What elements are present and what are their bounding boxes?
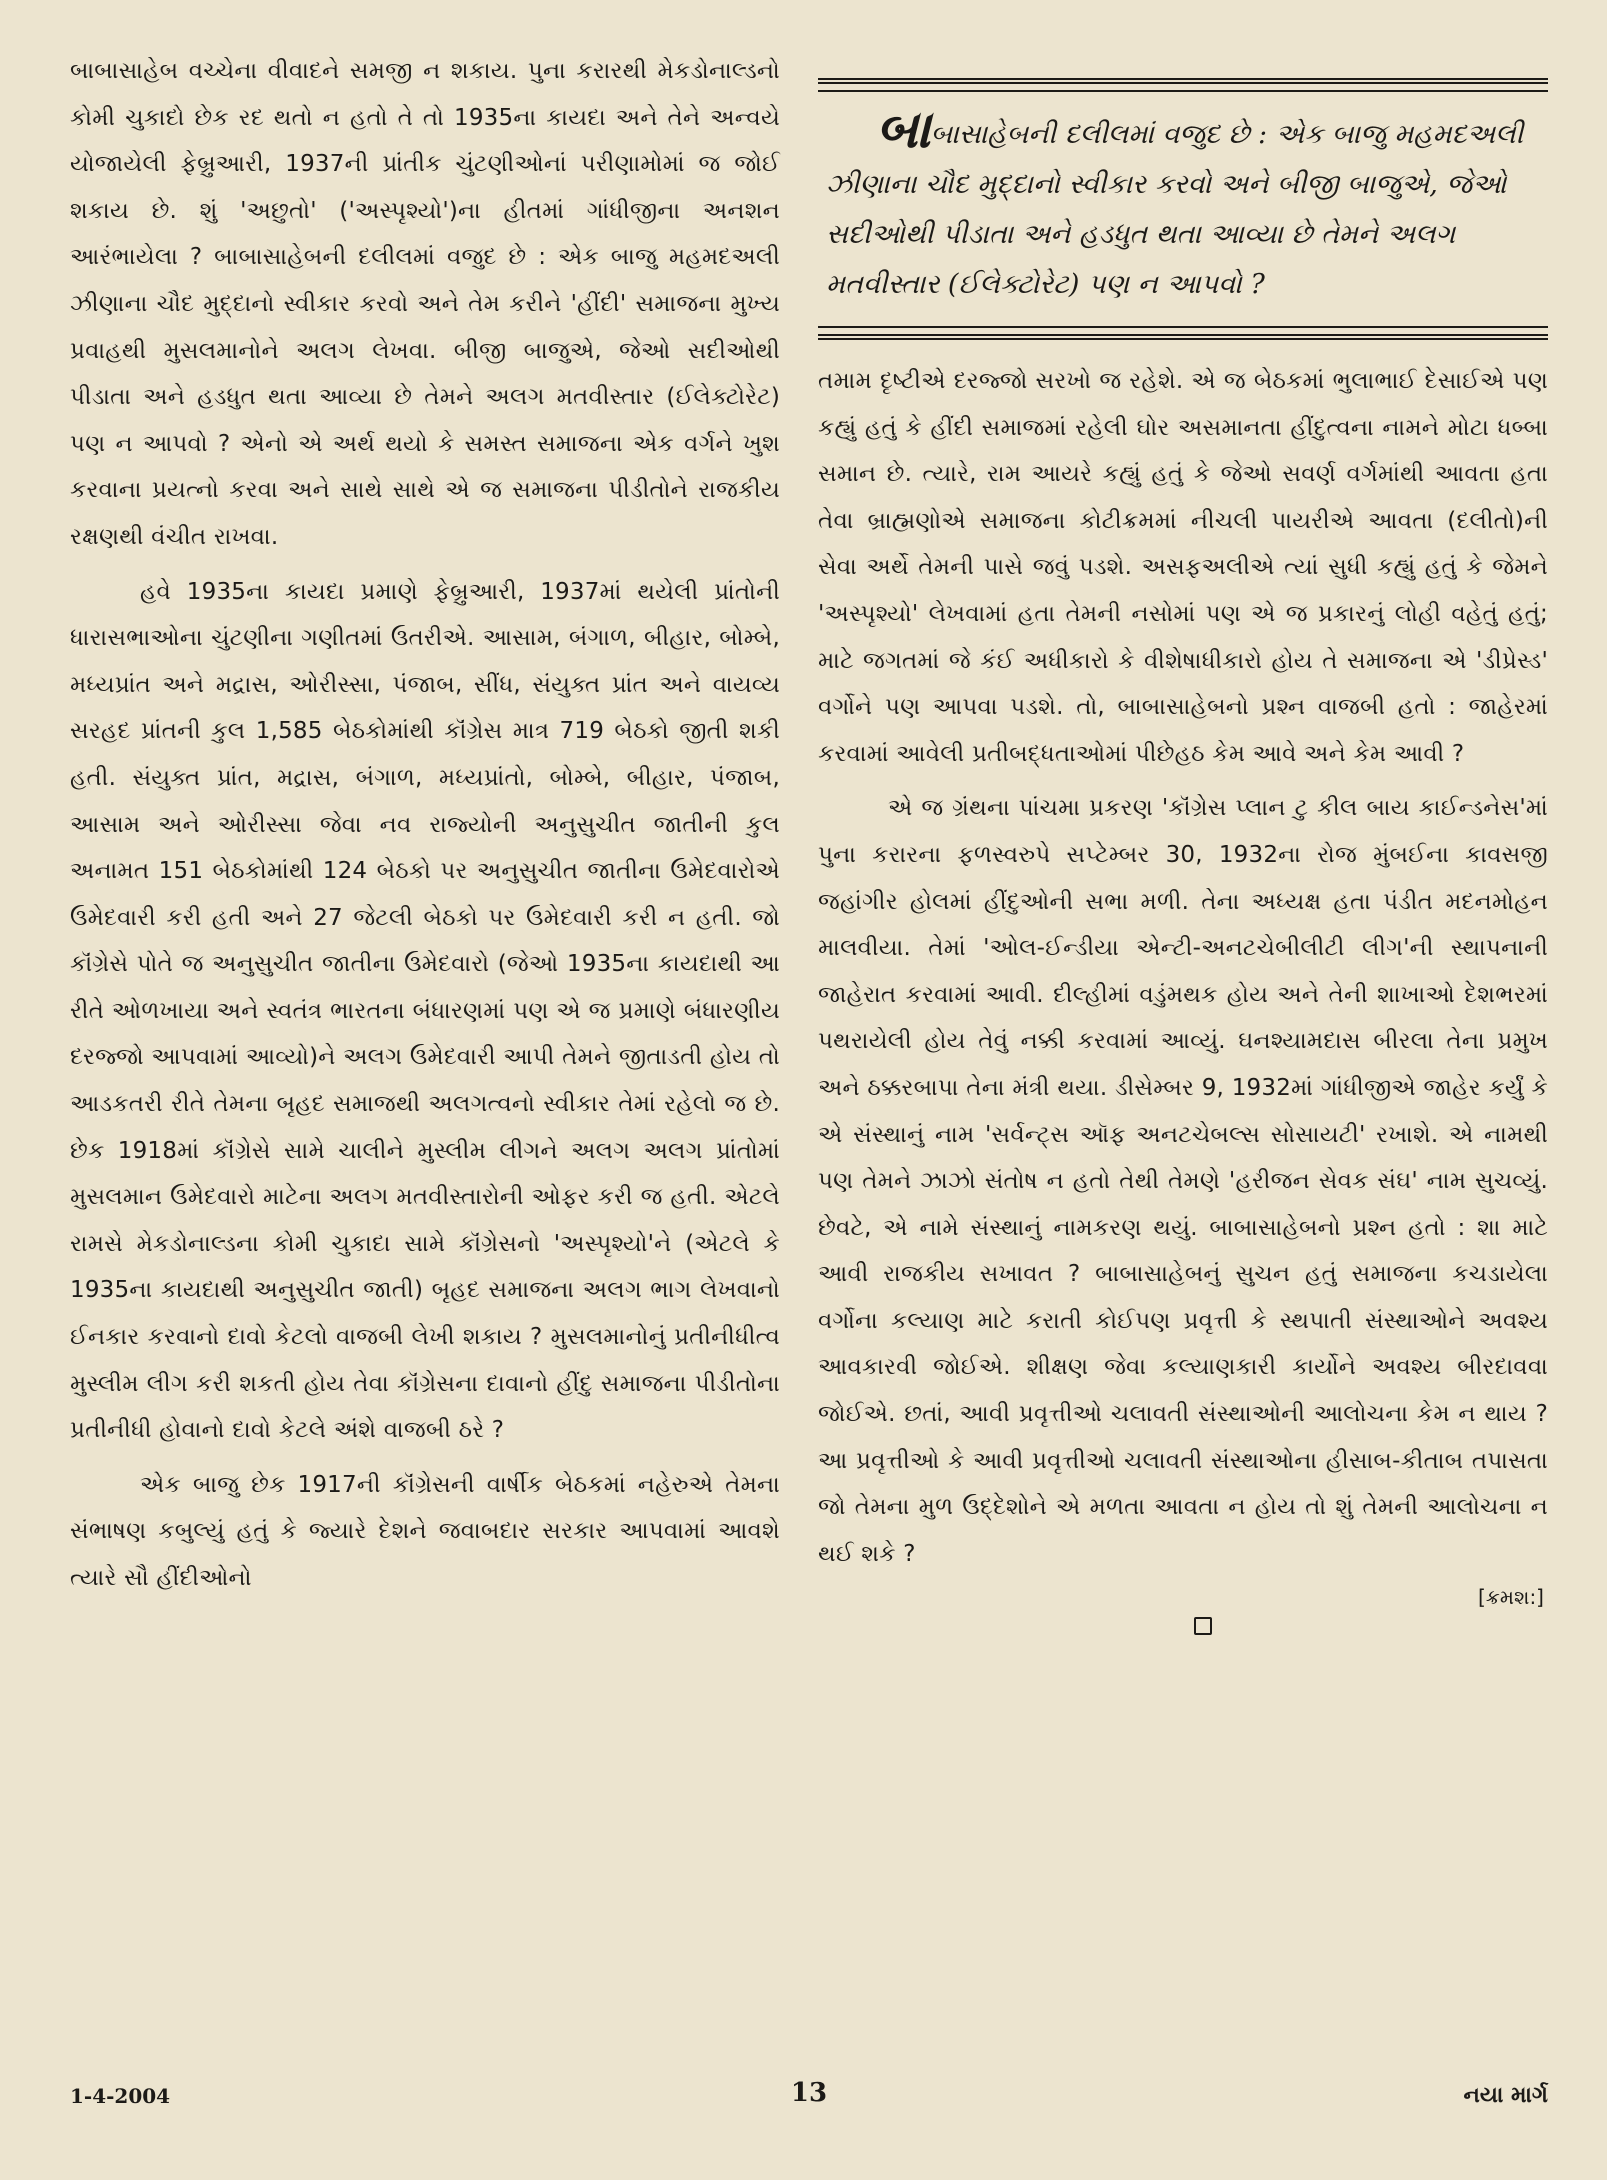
end-square-icon	[1194, 1617, 1212, 1635]
left-paragraph-2: હવે 1935ના કાયદા પ્રમાણે ફેબ્રુઆરી, 1937માં થયેલી પ્રાંતોની ધારાસભાઓના ચુંટણીના ગણીતમાં ઉતરીએ. આસામ, બંગાળ, બીહાર, બોમ્બે, મધ્યપ્રાંત અને મદ્રાસ, ઓરીસ્સા, પંજાબ, સીંધ, સંયુક્ત પ્રાંત અને વાયવ્ય સરહદ પ્રાંતની કુલ 1,585 બેઠકોમાંથી કૉંગ્રેસ માત્ર 719 બેઠકો જીતી શકી હતી. સંયુક્ત પ્રાંત, મદ્રાસ, બંગાળ, મધ્યપ્રાંતો, બોમ્બે, બીહાર, પંજાબ, આસામ અને ઓરીસ્સા જેવા નવ રાજ્યોની અનુસુચીત જાતીની કુલ અનામત 151 બેઠકોમાંથી 124 બેઠકો પર અનુસુચીત જાતીના ઉમેદવારોએ ઉમેદવારી કરી હતી અને 27 જેટલી બેઠકો પર ઉમેદવારી કરી ન હતી. જો કૉંગ્રેસે પોતે જ અનુસુચીત જાતીના ઉમેદવારો (જેઓ 1935ના કાયદાથી આ રીતે ઓળખાયા અને સ્વતંત્ર ભારતના બંધારણમાં પણ એ જ પ્રમાણે બંધારણીય દરજ્જો આપવામાં આવ્યો)ને અલગ ઉમેદવારી આપી તેમને જીતાડતી હોય તો આડકતરી રીતે તેમના બૃહદ સમાજથી અલગત્વનો સ્વીકાર તેમાં રહેલો જ છે. છેક 1918માં કૉંગ્રેસે સામે ચાલીને મુસ્લીમ લીગને અલગ અલગ પ્રાંતોમાં મુસલમાન ઉમેદવારો માટેના અલગ મતવીસ્તારોની ઓફર કરી જ હતી. એટલે રામસે મેકડોનાલ્ડના કોમી ચુકાદા સામે કૉંગ્રેસનો 'અસ્પૃશ્યો'ને (એટલે કે 1935ના કાયદાથી અનુસુચીત જાતી) બૃહદ સમાજના અલગ ભાગ લેખવાનો ઈનકાર કરવાનો દાવો કેટલો વાજબી લેખી શકાય ? મુસલમાનોનું પ્રતીનીધીત્વ મુસ્લીમ લીગ કરી શકતી હોય તેવા કૉંગ્રેસના દાવાનો હીંદુ સમાજના પીડીતોના પ્રતીનીધી હોવાનો દાવો કેટલે અંશે વાજબી ઠરે ?	[70, 578, 780, 1444]
page-footer	[70, 2078, 1548, 2118]
left-paragraph-1: બાબાસાહેબ વચ્ચેના વીવાદને સમજી ન શકાય. પુના કરારથી મેકડોનાલ્ડનો કોમી ચુકાદો છેક રદ થતો ન હતો તે તો 1935ના કાયદા અને તેને અન્વયે યોજાયેલી ફેબ્રુઆરી, 1937ની પ્રાંતીક ચુંટણીઓનાં પરીણામોમાં જ જોઈ શકાય છે. શું 'અછુતો' ('અસ્પૃશ્યો')ના હીતમાં ગાંધીજીના અનશન આરંભાયેલા ? બાબાસાહેબની દલીલમાં વજુદ છે : એક બાજુ મહમદઅલી ઝીણાના ચૌદ મુદ્દાનો સ્વીકાર કરવો અને તેમ કરીને 'હીંદી' સમાજના મુખ્ય પ્રવાહથી મુસલમાનોને અલગ લેખવા. બીજી બાજુએ, જેઓ સદીઓથી પીડાતા અને હડધુત થતા આવ્યા છે તેમને અલગ મતવીસ્તાર (ઈલેક્ટોરેટ) પણ ન આપવો ? એનો એ અર્થ થયો કે સમસ્ત સમાજના એક વર્ગને ખુશ કરવાના પ્રયત્નો કરવા અને સાથે સાથે એ જ સમાજના પીડીતોને રાજકીય રક્ષણથી વંચીત રાખવા.	[70, 58, 780, 550]
pull-quote-text	[826, 99, 1540, 310]
right-column	[818, 48, 1548, 1639]
drop-cap: બા	[876, 99, 931, 160]
pull-quote	[818, 78, 1548, 340]
magazine-name: નયા માર્ગ	[1463, 2082, 1548, 2108]
issue-date: 1-4-2004	[70, 2084, 171, 2108]
end-mark	[818, 1617, 1548, 1639]
continued-label: [ક્રમશ:]	[1477, 1585, 1544, 1610]
magazine-page	[70, 48, 1548, 2118]
left-column	[70, 48, 780, 1602]
right-paragraph-2: એ જ ગ્રંથના પાંચમા પ્રકરણ 'કૉંગ્રેસ પ્લાન ટુ કીલ બાય કાઈન્ડનેસ'માં પુના કરારના ફળસ્વરુપે સપ્ટેમ્બર 30, 1932ના રોજ મુંબઈના કાવસજી જહાંગીર હોલમાં હીંદુઓની સભા મળી. તેના અધ્યક્ષ હતા પંડીત મદનમોહન માલવીયા. તેમાં 'ઓલ-ઈન્ડીયા એન્ટી-અનટચેબીલીટી લીગ'ની સ્થાપનાની જાહેરાત કરવામાં આવી. દીલ્હીમાં વડુંમથક હોય અને તેની શાખાઓ દેશભરમાં પથરાયેલી હોય તેવું નક્કી કરવામાં આવ્યું. ઘનશ્યામદાસ બીરલા તેના પ્રમુખ અને ઠક્કરબાપા તેના મંત્રી થયા. ડીસેમ્બર 9, 1932માં ગાંધીજીએ જાહેર કર્યું કે એ સંસ્થાનું નામ 'સર્વન્ટ્સ ઑફ અનટચેબલ્સ સોસાયટી' રખાશે. એ નામથી પણ તેમને ઝાઝો સંતોષ ન હતો તેથી તેમણે 'હરીજન સેવક સંઘ' નામ સુચવ્યું. છેવટે, એ નામે સંસ્થાનું નામકરણ થયું. બાબાસાહેબનો પ્રશ્ન હતો : શા માટે આવી રાજકીય સખાવત ? બાબાસાહેબનું સુચન હતું સમાજના કચડાયેલા વર્ગોના કલ્યાણ માટે કરાતી કોઈપણ પ્રવૃત્તી કે સ્થપાતી સંસ્થાઓને અવશ્ય આવકારવી જોઈએ. શીક્ષણ જેવા કલ્યાણકારી કાર્યોને અવશ્ય બીરદાવવા જોઈએ. છતાં, આવી પ્રવૃત્તીઓ ચલાવતી સંસ્થાઓની આલોચના કેમ ન થાય ? આ પ્રવૃત્તીઓ કે આવી પ્રવૃત્તીઓ ચલાવતી સંસ્થાઓના હીસાબ-કીતાબ તપાસતા જો તેમના મુળ ઉદ્દેશોને એ મળતા આવતા ન હોય તો શું તેમની આલોચના ન થઈ શકે ?	[818, 795, 1548, 1567]
pull-quote-body: બાસાહેબની દલીલમાં વજુદ છે : એક બાજુ મહમદઅલી ઝીણાના ચૌદ મુદ્દાનો સ્વીકાર કરવો અને બીજી બાજુએ, જેઓ સદીઓથી પીડાતા અને હડધુત થતા આવ્યા છે તેમને અલગ મતવીસ્તાર (ઈલેક્ટોરેટ) પણ ન આપવો ?	[826, 119, 1524, 300]
right-paragraph-1: તમામ દૃષ્ટીએ દરજ્જો સરખો જ રહેશે. એ જ બેઠકમાં ભુલાભાઈ દેસાઈએ પણ કહ્યું હતું કે હીંદી સમાજમાં રહેલી ઘોર અસમાનતા હીંદુત્વના નામને મોટા ધબ્બા સમાન છે. ત્યારે, રામ આયરે કહ્યું હતું કે જેઓ સવર્ણ વર્ગમાંથી આવતા હતા તેવા બ્રાહ્મણોએ સમાજના કોટીક્રમમાં નીચલી પાયરીએ આવતા (દલીતો)ની સેવા અર્થે તેમની પાસે જવું પડશે. અસફઅલીએ ત્યાં સુધી કહ્યું હતું કે જેમને 'અસ્પૃશ્યો' લેખવામાં હતા તેમની નસોમાં પણ એ જ પ્રકારનું લોહી વહેતું હતું; માટે જગતમાં જે કંઈ અધીકારો કે વીશેષાધીકારો હોય તે સમાજના એ 'ડીપ્રેસ્ડ' વર્ગોને પણ આપવા પડશે. તો, બાબાસાહેબનો પ્રશ્ન વાજબી હતો : જાહેરમાં કરવામાં આવેલી પ્રતીબદ્ધતાઓમાં પીછેહઠ કેમ આવે અને કેમ આવી ?	[818, 368, 1548, 767]
right-body	[818, 358, 1548, 1639]
left-paragraph-3: એક બાજુ છેક 1917ની કૉંગ્રેસની વાર્ષીક બેઠકમાં નહેરુએ તેમના સંભાષણ કબુલ્યું હતું કે જ્યારે દેશને જવાબદાર સરકાર આપવામાં આવશે ત્યારે સૌ હીંદીઓનો	[70, 1471, 780, 1591]
page-number: 13	[790, 2078, 828, 2108]
